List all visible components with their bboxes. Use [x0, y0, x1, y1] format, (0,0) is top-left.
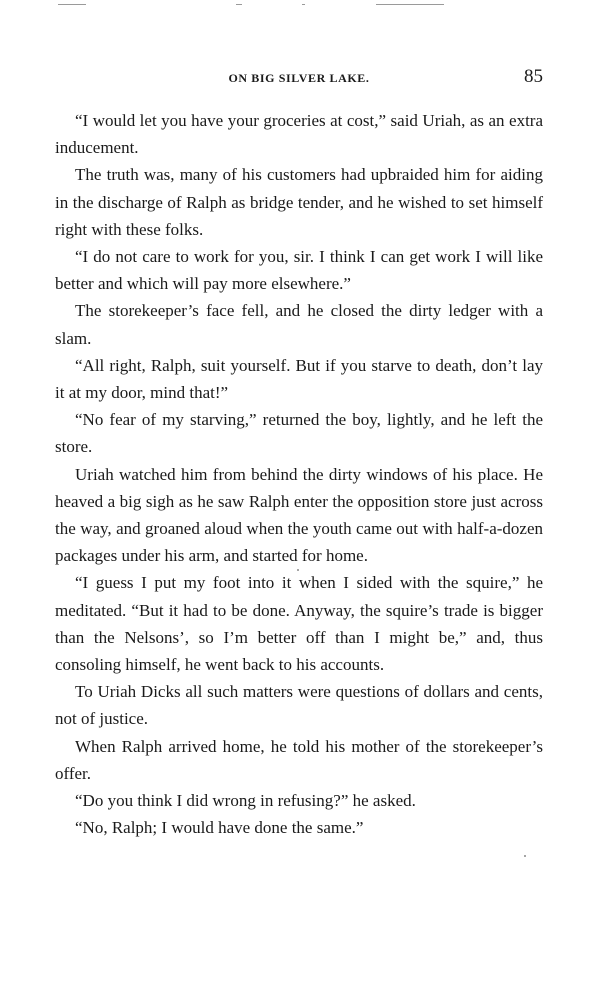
page-header — [55, 66, 543, 90]
paragraph: “I guess I put my foot into it when I sided with the squire,” he meditated. “But it had to be done. Anyway, the squire’s trade is bigger than the Nelsons’, so I’m better off than I might be,” and, thus consoling himself, he went back to his accounts. — [55, 573, 543, 675]
scan-artifact-mark — [302, 4, 305, 5]
paragraph: “No fear of my starving,” returned the boy, lightly, and he left the store. — [55, 410, 543, 457]
paragraph: The truth was, many of his customers had upbraided him for aiding in the discharge of Ralph as bridge tender, and he wished to set himself right with these folks. — [55, 165, 543, 239]
paragraph: “I would let you have your groceries at cost,” said Uriah, as an extra inducement. — [55, 111, 543, 158]
paragraph: When Ralph arrived home, he told his mother of the storekeeper’s offer. — [55, 736, 543, 783]
paragraph: To Uriah Dicks all such matters were questions of dollars and cents, not of justice. — [55, 682, 543, 729]
paragraph: “I do not care to work for you, sir. I think I can get work I will like better and which will pay more elsewhere.” — [55, 247, 543, 294]
page-number: 85 — [524, 66, 543, 87]
running-head: ON BIG SILVER LAKE. — [228, 71, 370, 85]
scan-artifact-dot — [524, 855, 526, 857]
paragraph: Uriah watched him from behind the dirty windows of his place. He heaved a big sigh as he saw Ralph enter the opposition store just across the way, and groaned aloud when the youth came out with half-a-dozen packages under his arm, and started for home. — [55, 464, 543, 566]
paragraph: The storekeeper’s face fell, and he closed the dirty ledger with a slam. — [55, 301, 543, 348]
paragraph: “No, Ralph; I would have done the same.” — [75, 818, 364, 838]
scan-artifact-mark — [376, 4, 444, 5]
scan-artifact-mark — [58, 4, 86, 5]
paragraph: “All right, Ralph, suit yourself. But if you starve to death, don’t lay it at my door, mind that!” — [55, 355, 543, 403]
body-text — [55, 107, 543, 841]
paragraph: “Do you think I did wrong in refusing?” he asked. — [75, 791, 416, 811]
scan-artifact-mark — [236, 4, 242, 5]
